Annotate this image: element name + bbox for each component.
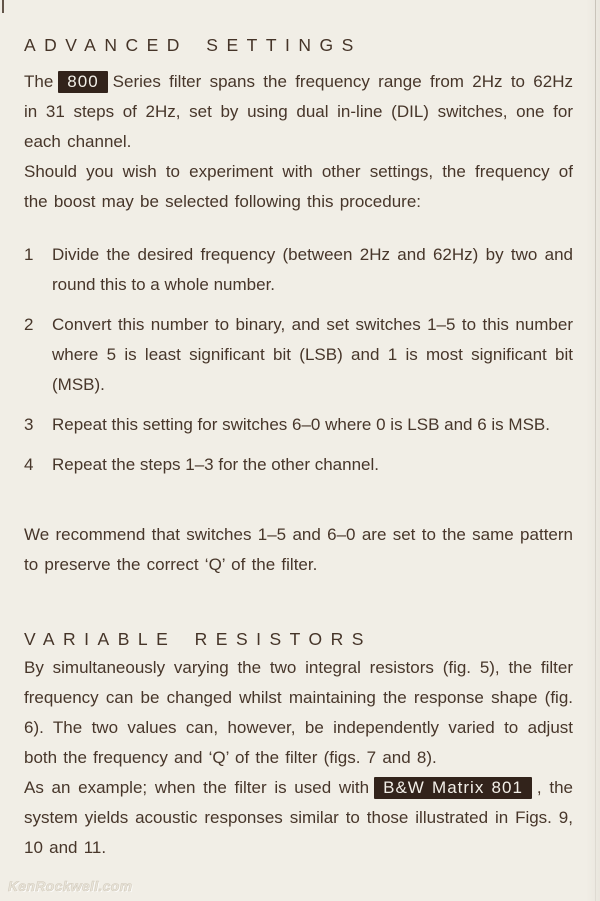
procedure-intro-paragraph: Should you wish to experiment with other settings, the frequency of the boost may be selected following this procedure: bbox=[24, 162, 573, 211]
step-text: Repeat the steps 1–3 for the other channel. bbox=[52, 455, 380, 474]
variable-resistors-paragraph: By simultaneously varying the two integral resistors (fig. 5), the filter frequency can be changed whilst maintaining the response shape (fig. 6). The two values can, however, be independently varied to adjust both the frequency and ‘Q’ of the filter (figs. 7 and 8). bbox=[24, 658, 573, 767]
scan-artifact-mark bbox=[2, 0, 4, 13]
step-text: Divide the desired frequency (between 2Hz and 62Hz) by two and round this to a whole number. bbox=[52, 245, 573, 294]
step-text: Convert this number to binary, and set switches 1–5 to this number where 5 is least significant bit (LSB) and 1 is most significant bit (MSB). bbox=[52, 315, 573, 394]
intro-text-pre-badge: The bbox=[24, 72, 54, 91]
procedure-step-2 bbox=[24, 310, 573, 400]
procedure-step-4 bbox=[24, 450, 573, 480]
matrix-801-badge: B&W Matrix 801 bbox=[374, 777, 532, 799]
example-text-post-badge: , the system yields acoustic responses similar to those illustrated in Figs. 9, 10 and 11. bbox=[24, 778, 573, 857]
page-edge-line bbox=[595, 0, 597, 901]
procedure-step-3 bbox=[24, 410, 573, 440]
procedure-steps-list bbox=[24, 240, 573, 480]
page-content bbox=[24, 0, 573, 863]
variable-resistors-heading: VARIABLE RESISTORS bbox=[24, 629, 372, 649]
procedure-step-1 bbox=[24, 240, 573, 300]
step-number: 4 bbox=[24, 455, 34, 474]
example-paragraph bbox=[24, 773, 573, 863]
intro-text-post-badge: Series filter spans the frequency range from 2Hz to 62Hz in 31 steps of 2Hz, set by using dual in-line (DIL) switches, one for each channel. bbox=[24, 72, 573, 151]
step-number: 3 bbox=[24, 415, 34, 434]
advanced-settings-heading: ADVANCED SETTINGS bbox=[24, 35, 362, 55]
recommendation-paragraph: We recommend that switches 1–5 and 6–0 are set to the same pattern to preserve the correct ‘Q’ of the filter. bbox=[24, 525, 573, 574]
step-text: Repeat this setting for switches 6–0 where 0 is LSB and 6 is MSB. bbox=[52, 415, 550, 434]
model-800-badge: 800 bbox=[58, 71, 107, 93]
intro-paragraph bbox=[24, 67, 573, 157]
step-number: 2 bbox=[24, 315, 34, 334]
kenrockwell-watermark: KenRockwell.com bbox=[8, 878, 133, 894]
step-number: 1 bbox=[24, 245, 34, 264]
page-edge-shading bbox=[586, 0, 600, 901]
example-text-pre-badge: As an example; when the filter is used with bbox=[24, 778, 370, 797]
